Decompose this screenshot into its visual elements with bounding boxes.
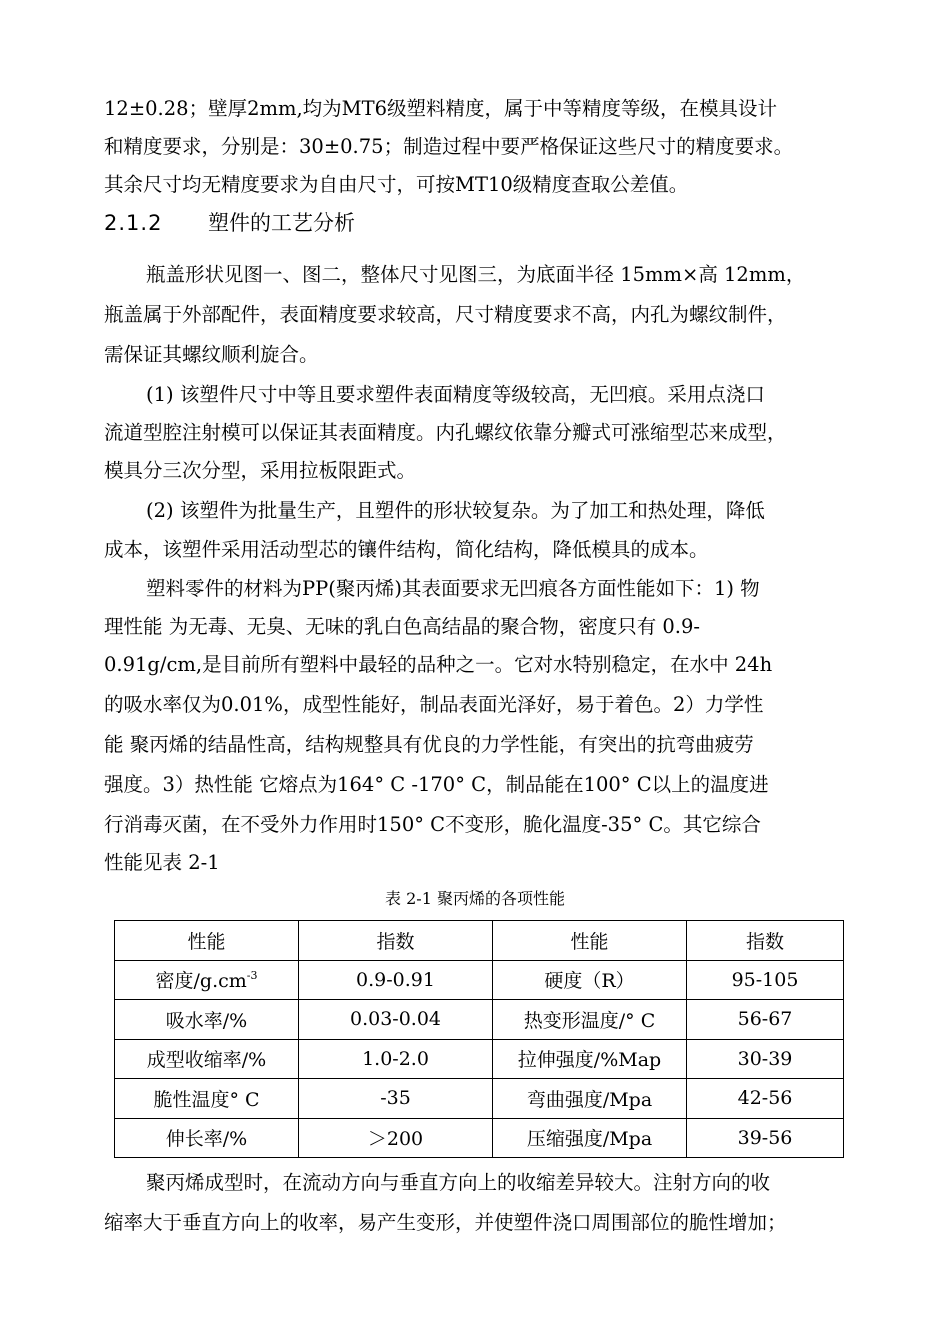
table-cell: 伸长率/% bbox=[115, 1118, 299, 1158]
table-cell: 95-105 bbox=[687, 960, 844, 1000]
table-cell: 硬度（R） bbox=[493, 960, 687, 1000]
table-cell: 弯曲强度/Mpa bbox=[493, 1079, 687, 1119]
table-cell: 39-56 bbox=[687, 1118, 844, 1158]
text-line: 的吸水率仅为0.01%，成型性能好，制品表面光泽好，易于着色。2）力学性 bbox=[104, 693, 764, 716]
text-line: 缩率大于垂直方向上的收率，易产生变形，并使塑件浇口周围部位的脆性增加； bbox=[104, 1211, 787, 1234]
density-label: 密度/g.cm bbox=[155, 970, 247, 993]
text-line: 能 聚丙烯的结晶性高，结构规整具有优良的力学性能，有突出的抗弯曲疲劳 bbox=[104, 733, 754, 756]
table-cell: 拉伸强度/%Map bbox=[493, 1039, 687, 1079]
table-header-row bbox=[115, 921, 844, 961]
table-cell: 0.9-0.91 bbox=[299, 960, 493, 1000]
text-line: 0.91g/cm,是目前所有塑料中最轻的品种之一。它对水特别稳定，在水中 24h bbox=[104, 653, 773, 676]
density-exponent: -3 bbox=[246, 969, 258, 983]
text-line: 成本，该塑件采用活动型芯的镶件结构，简化结构，降低模具的成本。 bbox=[104, 538, 709, 561]
table-cell: 1.0-2.0 bbox=[299, 1039, 493, 1079]
text-line: 聚丙烯成型时，在流动方向与垂直方向上的收缩差异较大。注射方向的收 bbox=[146, 1171, 771, 1194]
table-cell: ＞200 bbox=[299, 1118, 493, 1158]
table-row bbox=[115, 1118, 844, 1158]
table-cell: -35 bbox=[299, 1079, 493, 1119]
text-line: 其余尺寸均无精度要求为自由尺寸，可按MT10级精度查取公差值。 bbox=[104, 173, 689, 196]
header-cell: 指数 bbox=[299, 921, 493, 961]
text-line: 强度。3）热性能 它熔点为164° C -170° C，制品能在100° C以上的温度进 bbox=[104, 773, 769, 796]
text-line: 塑料零件的材料为PP(聚丙烯)其表面要求无凹痕各方面性能如下：1) 物 bbox=[146, 577, 760, 600]
text-line: 模具分三次分型，采用拉板限距式。 bbox=[104, 459, 417, 482]
text-line: 瓶盖形状见图一、图二，整体尺寸见图三，为底面半径 15mm×高 12mm， bbox=[146, 263, 806, 286]
text-line: 12±0.28；壁厚2mm,均为MT6级塑料精度，属于中等精度等级，在模具设计 bbox=[104, 97, 778, 120]
properties-table bbox=[114, 920, 844, 1158]
text-line: 行消毒灭菌，在不受外力作用时150° C不变形，脆化温度-35° C。其它综合 bbox=[104, 813, 761, 836]
table-row bbox=[115, 1079, 844, 1119]
text-line: 流道型腔注射模可以保证其表面精度。内孔螺纹依靠分瓣式可涨缩型芯来成型， bbox=[104, 421, 787, 444]
table-cell: 吸水率/% bbox=[115, 1000, 299, 1040]
table-cell: 56-67 bbox=[687, 1000, 844, 1040]
section-number: 2.1.2 bbox=[104, 211, 163, 235]
table-row bbox=[115, 960, 844, 1000]
text-line: 性能见表 2-1 bbox=[104, 851, 220, 874]
text-line: (2) 该塑件为批量生产，且塑件的形状较复杂。为了加工和热处理，降低 bbox=[146, 499, 765, 522]
table-row bbox=[115, 1000, 844, 1040]
table-cell bbox=[115, 960, 299, 1000]
header-cell: 性能 bbox=[115, 921, 299, 961]
table-cell: 0.03-0.04 bbox=[299, 1000, 493, 1040]
table-cell: 热变形温度/° C bbox=[493, 1000, 687, 1040]
text-line: (1) 该塑件尺寸中等且要求塑件表面精度等级较高，无凹痕。采用点浇口 bbox=[146, 383, 765, 406]
section-heading bbox=[104, 208, 355, 238]
table-row bbox=[115, 1039, 844, 1079]
text-line: 需保证其螺纹顺利旋合。 bbox=[104, 343, 319, 366]
text-line: 理性能 为无毒、无臭、无味的乳白色高结晶的聚合物，密度只有 0.9- bbox=[104, 615, 700, 638]
section-title: 塑件的工艺分析 bbox=[208, 211, 355, 235]
header-cell: 性能 bbox=[493, 921, 687, 961]
table-cell: 脆性温度° C bbox=[115, 1079, 299, 1119]
header-cell: 指数 bbox=[687, 921, 844, 961]
table-cell: 42-56 bbox=[687, 1079, 844, 1119]
table-cell: 成型收缩率/% bbox=[115, 1039, 299, 1079]
text-line: 和精度要求，分别是：30±0.75；制造过程中要严格保证这些尺寸的精度要求。 bbox=[104, 135, 794, 158]
table-caption: 表 2-1 聚丙烯的各项性能 bbox=[385, 889, 565, 908]
text-line: 瓶盖属于外部配件，表面精度要求较高，尺寸精度要求不高，内孔为螺纹制件， bbox=[104, 303, 787, 326]
table-cell: 压缩强度/Mpa bbox=[493, 1118, 687, 1158]
table-cell: 30-39 bbox=[687, 1039, 844, 1079]
